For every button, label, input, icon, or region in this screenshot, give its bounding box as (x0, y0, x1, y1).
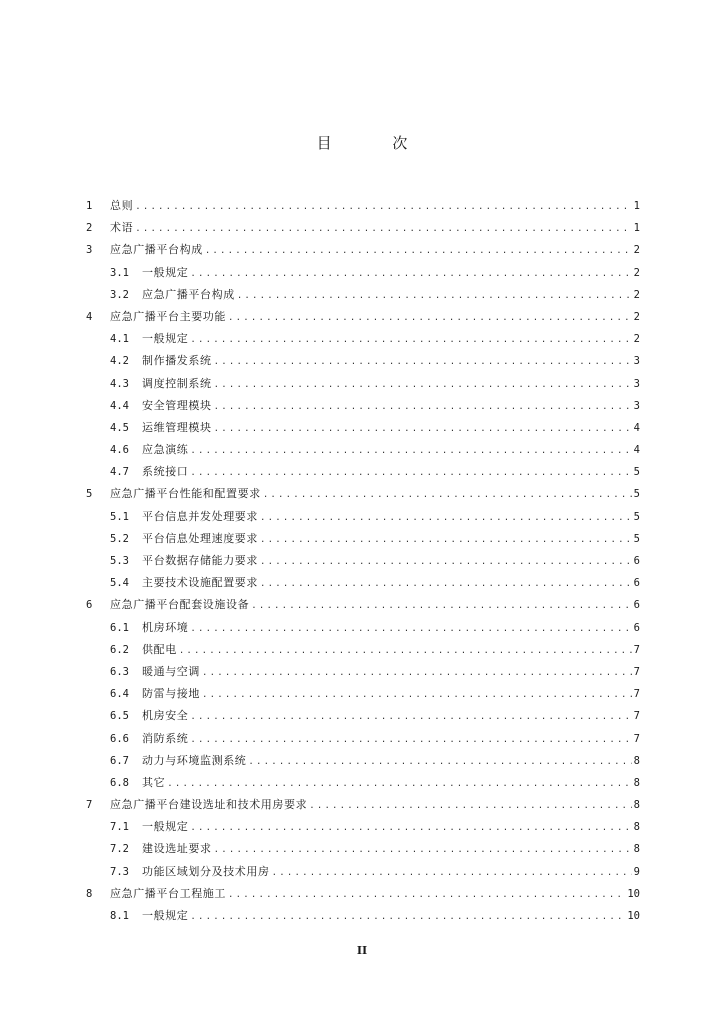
toc-entry-number: 6 (86, 599, 93, 612)
toc-entry-number: 5.4 (110, 577, 129, 590)
toc-entry-number: 4 (86, 310, 93, 323)
toc-entry[interactable] (86, 617, 640, 639)
toc-leader-dots (260, 551, 632, 573)
toc-entry-label: 平台信息并发处理要求 (142, 509, 258, 523)
toc-entry-number: 6.5 (110, 710, 129, 723)
toc-entry-page: 8 (633, 776, 640, 789)
toc-leader-dots (190, 329, 631, 351)
toc-entry-number: 3 (86, 244, 93, 257)
toc-entry-number: 5.2 (110, 532, 129, 545)
toc-entry[interactable] (86, 439, 640, 461)
toc-entry[interactable] (86, 262, 640, 284)
toc-entry[interactable] (86, 905, 640, 927)
toc-entry[interactable] (86, 373, 640, 395)
toc-leader-dots (228, 307, 632, 329)
table-of-contents (86, 195, 640, 927)
toc-entry-number: 4.5 (110, 421, 129, 434)
toc-entry-number: 8 (86, 887, 93, 900)
toc-entry-label: 安全管理模块 (142, 398, 212, 412)
toc-entry-number: 4.3 (110, 377, 129, 390)
toc-entry[interactable] (86, 661, 640, 683)
toc-entry-label: 消防系统 (142, 731, 189, 745)
toc-entry[interactable] (86, 217, 640, 239)
toc-leader-dots (190, 706, 631, 728)
toc-entry-number: 7.2 (110, 843, 129, 856)
toc-title: 目 次 (316, 134, 436, 152)
toc-entry-number: 7 (86, 799, 93, 812)
toc-entry[interactable] (86, 883, 640, 905)
toc-leader-dots (135, 196, 631, 218)
toc-entry[interactable] (86, 528, 640, 550)
toc-entry[interactable] (86, 594, 640, 616)
toc-entry-page: 4 (633, 421, 640, 434)
toc-entry-label: 调度控制系统 (142, 376, 212, 390)
toc-entry-number: 6.3 (110, 665, 129, 678)
toc-entry-label: 应急广播平台构成 (110, 243, 203, 257)
toc-leader-dots (190, 817, 631, 839)
toc-entry[interactable] (86, 306, 640, 328)
toc-entry-page: 2 (633, 288, 640, 301)
toc-leader-dots (272, 862, 632, 884)
toc-entry-page: 1 (633, 200, 640, 212)
toc-entry-page: 8 (633, 799, 640, 812)
toc-entry-label: 动力与环境监测系统 (142, 753, 247, 767)
toc-leader-dots (190, 729, 631, 751)
toc-entry-number: 8.1 (110, 910, 129, 922)
toc-entry[interactable] (86, 239, 640, 261)
toc-leader-dots (190, 462, 631, 484)
toc-entry[interactable] (86, 705, 640, 727)
toc-entry-page: 7 (633, 643, 640, 656)
toc-entry-number: 2 (86, 222, 93, 235)
toc-entry-label: 其它 (142, 775, 166, 789)
toc-entry-page: 10 (627, 887, 640, 900)
toc-entry-number: 3.2 (110, 288, 129, 301)
toc-leader-dots (309, 795, 631, 817)
toc-entry-label: 机房安全 (142, 709, 189, 723)
toc-entry-page: 7 (633, 665, 640, 678)
toc-entry-number: 4.2 (110, 355, 129, 368)
toc-entry-number: 6.7 (110, 754, 129, 767)
toc-entry[interactable] (86, 794, 640, 816)
toc-leader-dots (260, 573, 632, 595)
toc-entry[interactable] (86, 772, 640, 794)
toc-leader-dots (263, 484, 632, 506)
toc-entry-label: 一般规定 (142, 265, 189, 279)
toc-entry[interactable] (86, 750, 640, 772)
toc-entry-number: 3.1 (110, 266, 129, 279)
toc-entry-label: 应急广播平台工程施工 (110, 886, 226, 900)
toc-entry-number: 7.3 (110, 865, 129, 878)
toc-entry-page: 7 (633, 710, 640, 723)
toc-entry-label: 暖通与空调 (142, 664, 200, 678)
toc-entry-page: 4 (633, 444, 640, 457)
toc-leader-dots (190, 263, 631, 285)
toc-entry-number: 4.4 (110, 399, 129, 412)
toc-entry-number: 6.4 (110, 688, 129, 701)
toc-leader-dots (202, 662, 632, 684)
toc-entry[interactable] (86, 461, 640, 483)
toc-entry-label: 防雷与接地 (142, 687, 200, 701)
toc-entry-label: 运维管理模块 (142, 420, 212, 434)
toc-leader-dots (214, 418, 632, 440)
toc-entry[interactable] (86, 683, 640, 705)
toc-entry-label: 一般规定 (142, 909, 189, 922)
toc-entry-number: 5 (86, 488, 93, 501)
toc-entry[interactable] (86, 350, 640, 372)
toc-entry[interactable] (86, 550, 640, 572)
toc-entry-page: 8 (633, 821, 640, 834)
toc-entry-page: 5 (633, 532, 640, 545)
toc-entry[interactable] (86, 483, 640, 505)
toc-entry-number: 4.1 (110, 333, 129, 346)
toc-entry-page: 3 (633, 355, 640, 368)
toc-entry-label: 应急广播平台主要功能 (110, 309, 226, 323)
toc-entry-page: 5 (633, 466, 640, 479)
toc-entry-page: 6 (633, 599, 640, 612)
toc-entry-number: 1 (86, 200, 93, 212)
toc-entry-page: 6 (633, 577, 640, 590)
toc-entry[interactable] (86, 506, 640, 528)
toc-entry-label: 一般规定 (142, 332, 189, 346)
toc-entry-number: 5.3 (110, 555, 129, 567)
toc-leader-dots (260, 507, 632, 529)
toc-entry-label: 应急广播平台建设选址和技术用房要求 (110, 798, 308, 812)
toc-leader-dots (179, 640, 632, 662)
toc-entry-number: 6.6 (110, 732, 129, 745)
toc-entry-label: 系统接口 (142, 465, 189, 479)
toc-leader-dots (251, 595, 631, 617)
toc-entry-label: 术语 (110, 221, 134, 235)
toc-leader-dots (214, 839, 632, 861)
toc-entry-number: 6.1 (110, 621, 129, 634)
toc-entry-label: 应急广播平台配套设施设备 (110, 598, 250, 612)
toc-entry-label: 一般规定 (142, 820, 189, 834)
toc-entry[interactable] (86, 861, 640, 883)
toc-leader-dots (260, 529, 632, 551)
toc-entry-label: 平台信息处理速度要求 (142, 531, 258, 545)
toc-entry-page: 8 (633, 843, 640, 856)
toc-entry-page: 6 (633, 555, 640, 567)
toc-entry-label: 供配电 (142, 642, 177, 656)
toc-leader-dots (214, 351, 632, 373)
toc-leader-dots (248, 751, 631, 773)
toc-entry-number: 5.1 (110, 510, 129, 523)
toc-entry-page: 2 (633, 333, 640, 346)
toc-entry-label: 应急演练 (142, 443, 189, 457)
toc-leader-dots (167, 773, 631, 795)
page-number: II (356, 944, 368, 957)
toc-entry[interactable] (86, 195, 640, 217)
toc-entry[interactable] (86, 395, 640, 417)
toc-entry-page: 2 (633, 310, 640, 323)
toc-leader-dots (228, 884, 625, 906)
toc-entry-number: 6.8 (110, 776, 129, 789)
toc-entry[interactable] (86, 417, 640, 439)
toc-entry[interactable] (86, 838, 640, 860)
toc-entry-label: 建设选址要求 (142, 842, 212, 856)
toc-leader-dots (190, 906, 625, 928)
toc-entry-page: 7 (633, 688, 640, 701)
toc-leader-dots (190, 440, 631, 462)
toc-entry[interactable] (86, 284, 640, 306)
toc-entry[interactable] (86, 816, 640, 838)
toc-leader-dots (190, 618, 631, 640)
toc-entry-label: 应急广播平台性能和配置要求 (110, 487, 261, 501)
toc-entry-page: 2 (633, 266, 640, 279)
toc-entry[interactable] (86, 728, 640, 750)
toc-leader-dots (202, 684, 632, 706)
toc-entry-page: 7 (633, 732, 640, 745)
toc-entry-page: 5 (633, 488, 640, 501)
toc-leader-dots (214, 374, 632, 396)
toc-entry-number: 4.7 (110, 466, 129, 479)
toc-entry[interactable] (86, 639, 640, 661)
toc-entry-label: 总则 (110, 199, 134, 212)
toc-entry-label: 功能区域划分及技术用房 (142, 864, 270, 878)
toc-entry-page: 10 (627, 910, 640, 922)
toc-leader-dots (135, 218, 631, 240)
toc-entry-page: 2 (633, 244, 640, 257)
toc-leader-dots (205, 240, 632, 262)
toc-entry-page: 6 (633, 621, 640, 634)
toc-leader-dots (237, 285, 632, 307)
toc-entry-page: 8 (633, 754, 640, 767)
toc-entry-label: 机房环境 (142, 620, 189, 634)
toc-leader-dots (214, 396, 632, 418)
toc-entry-page: 1 (633, 222, 640, 235)
toc-entry-number: 7.1 (110, 821, 129, 834)
toc-entry-label: 制作播发系统 (142, 354, 212, 368)
toc-entry-page: 3 (633, 377, 640, 390)
toc-entry-number: 4.6 (110, 444, 129, 457)
toc-entry-label: 主要技术设施配置要求 (142, 576, 258, 590)
toc-entry-page: 9 (633, 865, 640, 878)
toc-entry-page: 5 (633, 510, 640, 523)
toc-entry-page: 3 (633, 399, 640, 412)
toc-entry[interactable] (86, 328, 640, 350)
toc-entry-number: 6.2 (110, 643, 129, 656)
toc-entry-label: 平台数据存储能力要求 (142, 554, 258, 567)
toc-entry[interactable] (86, 572, 640, 594)
toc-entry-label: 应急广播平台构成 (142, 287, 235, 301)
